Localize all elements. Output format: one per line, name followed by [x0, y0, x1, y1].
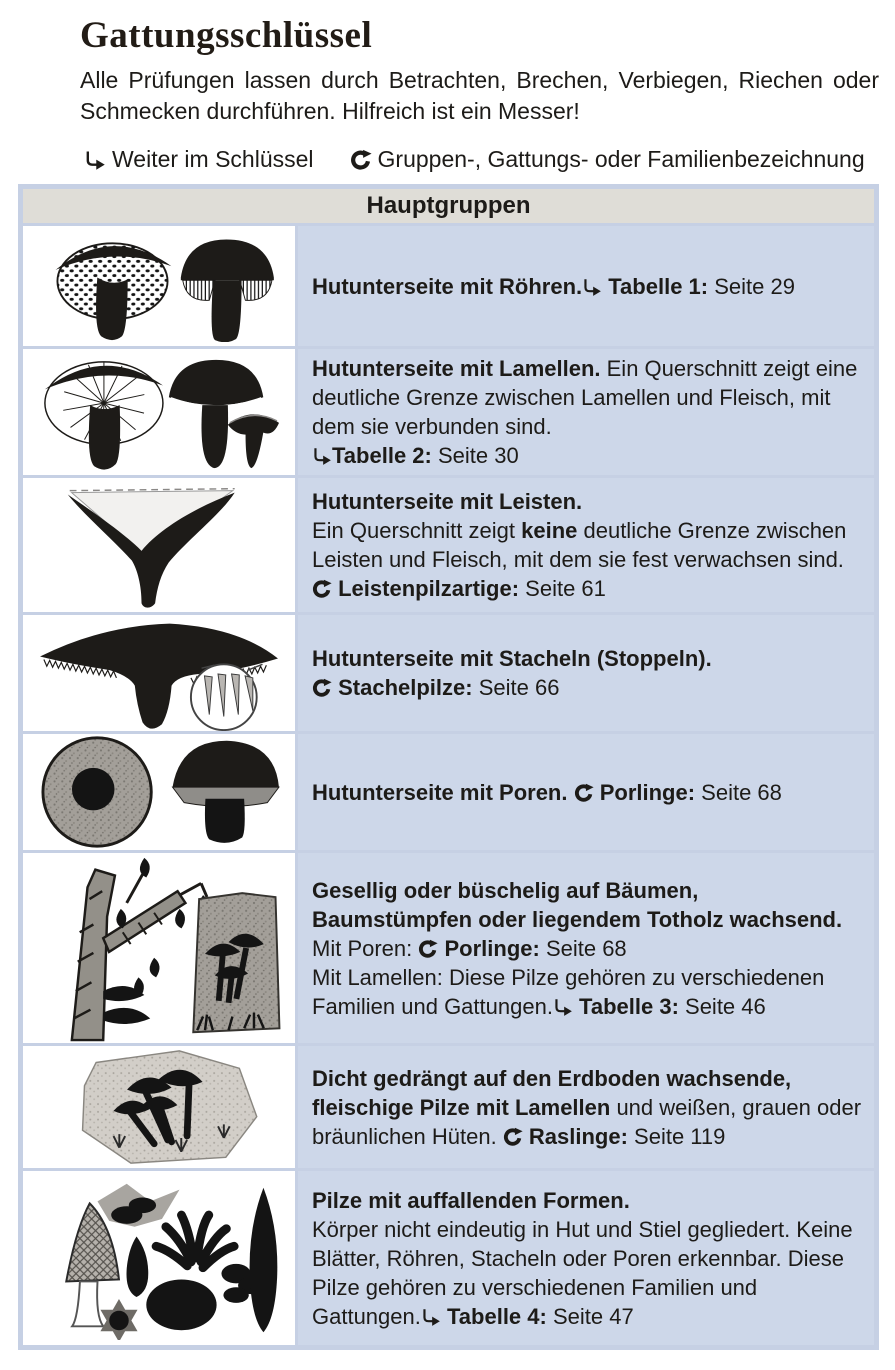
legend-label-continue: Weiter im Schlüssel — [112, 146, 314, 172]
row-7-description — [298, 1046, 874, 1168]
wood-growing-icon — [32, 854, 286, 1042]
row-3-description — [298, 478, 874, 612]
row-1-illustration — [23, 226, 295, 346]
row-4-description — [298, 615, 874, 731]
branch-arrow-icon — [312, 446, 332, 466]
row-4-illustration — [23, 615, 295, 731]
legend-label-group: Gruppen-, Gattungs- oder Familienbezeichnung — [377, 146, 865, 172]
rotate-arrow-icon — [312, 579, 332, 599]
row-6-description — [298, 853, 874, 1043]
rotate-arrow-icon — [312, 678, 332, 698]
row-text: Dicht gedrängt auf den Erdboden wachsende, fleischige Pilze mit Lamellen und weißen, grauen oder bräunlichen Hüten. Raslinge: Seite 119 — [312, 1065, 862, 1149]
row-7-illustration — [23, 1046, 295, 1168]
legend-item-continue — [84, 146, 314, 173]
page-title: Gattungsschlüssel — [80, 15, 373, 56]
row-text: Hutunterseite mit Lamellen. Ein Querschnitt zeigt eine deutliche Grenze zwischen Lamellen und Fleisch, mit dem sie verbunden sind. Tabelle 2: Seite 30 — [312, 356, 858, 468]
ground-cluster-icon — [32, 1047, 286, 1167]
branch-arrow-icon — [421, 1307, 441, 1327]
funnel-ridges-icon — [41, 479, 277, 611]
branch-arrow-icon — [582, 277, 602, 297]
rotate-arrow-icon — [574, 783, 594, 803]
spines-magnifier-icon — [33, 615, 285, 731]
row-text: Hutunterseite mit Röhren. Tabelle 1: Seite 29 — [312, 273, 795, 299]
mushroom-gills-icon — [35, 352, 283, 472]
intro-paragraph: Alle Prüfungen lassen durch Betrachten, Brechen, Verbiegen, Riechen oder Schmecken durchführen. Hilfreich ist ein Messer! — [80, 67, 879, 124]
main-key-table — [18, 184, 879, 1350]
rotate-arrow-icon — [350, 149, 372, 171]
legend — [84, 146, 895, 173]
row-5-description — [298, 734, 874, 850]
row-text: Hutunterseite mit Poren. Porlinge: Seite 68 — [312, 779, 782, 805]
row-text: Pilze mit auffallenden Formen. Körper nicht eindeutig in Hut und Stiel gegliedert. Keine Blätter, Röhren, Stacheln oder Poren erkennbar. Diese Pilze gehören zu verschiedenen Familien und Gattungen. Tabelle 4: Seite 47 — [312, 1187, 853, 1329]
pores-views-icon — [35, 734, 283, 850]
row-8-description — [298, 1171, 874, 1345]
row-2-description — [298, 349, 874, 475]
row-6-illustration — [23, 853, 295, 1043]
odd-forms-icon — [32, 1176, 286, 1340]
row-text: Hutunterseite mit Stacheln (Stoppeln). Stachelpilze: Seite 66 — [312, 646, 712, 700]
rotate-arrow-icon — [503, 1127, 523, 1147]
row-text: Hutunterseite mit Leisten. Ein Querschnitt zeigt keine deutliche Grenze zwischen Leisten und Fleisch, mit dem sie fest verwachsen sind. Leistenpilzartige: Seite 61 — [312, 489, 847, 601]
row-3-illustration — [23, 478, 295, 612]
mushroom-tubes-icon — [37, 230, 281, 342]
row-1-description — [298, 226, 874, 346]
branch-arrow-icon — [553, 997, 573, 1017]
row-8-illustration — [23, 1171, 295, 1345]
legend-item-group — [350, 146, 865, 173]
table-header: Hauptgruppen — [23, 189, 874, 223]
rotate-arrow-icon — [418, 939, 438, 959]
row-5-illustration — [23, 734, 295, 850]
row-2-illustration — [23, 349, 295, 475]
row-text: Gesellig oder büschelig auf Bäumen, Baumstümpfen oder liegendem Totholz wachsend. Mit Poren: Porlinge: Seite 68 Mit Lamellen: Diese Pilze gehören zu verschiedenen Familien und Gattungen. Tabelle 3: Seite 46 — [312, 877, 843, 1019]
branch-arrow-icon — [84, 149, 106, 171]
